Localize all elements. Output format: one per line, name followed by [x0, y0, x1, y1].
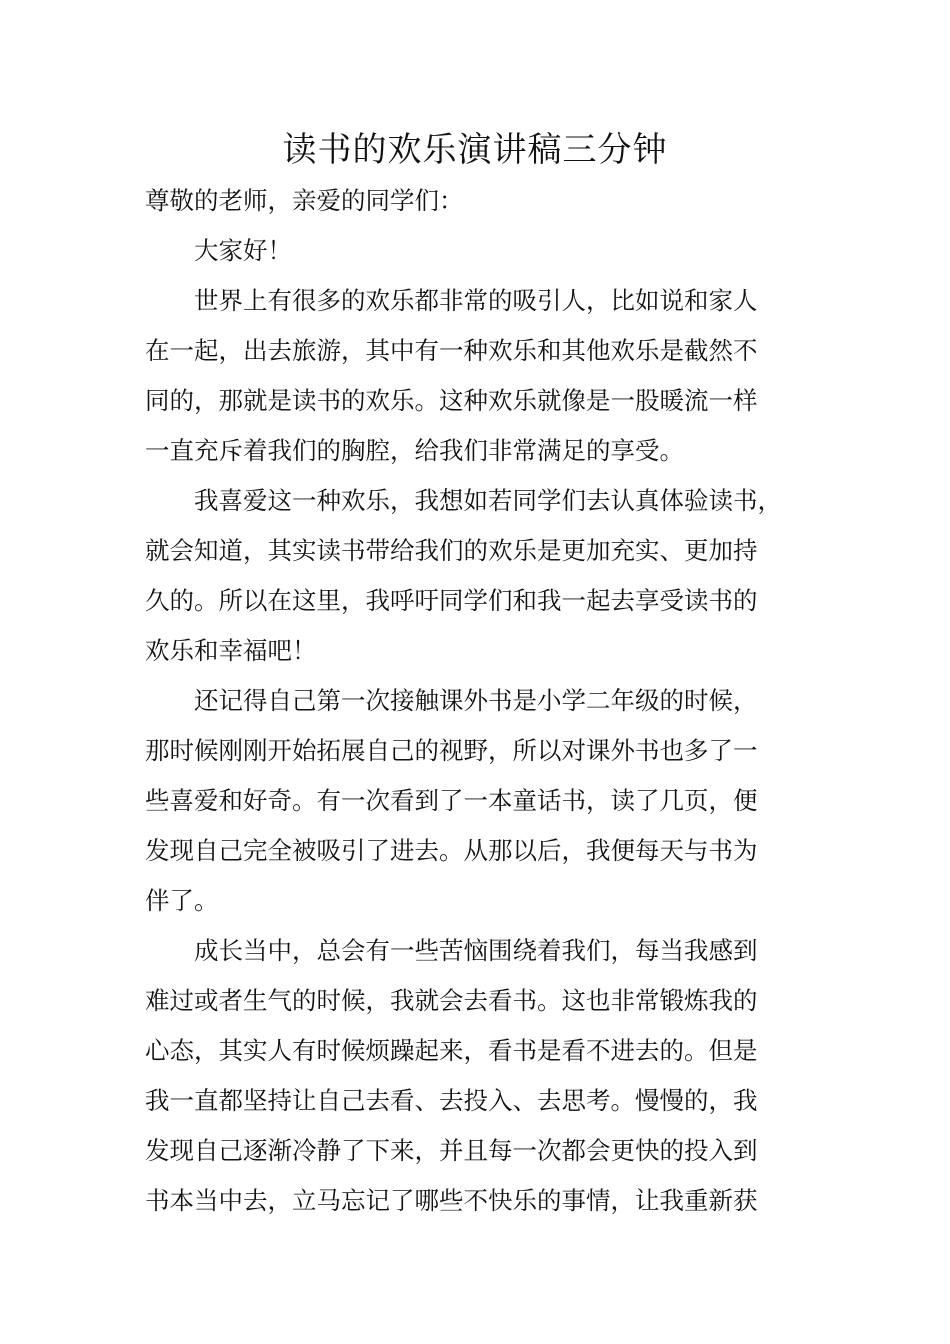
- text-line: 成长当中，总会有一些苦恼围绕着我们，每当我感到: [194, 936, 758, 965]
- text-line: 发现自己完全被吸引了进去。从那以后，我便每天与书为: [145, 836, 758, 865]
- text-line: 大家好！: [194, 236, 292, 265]
- text-line: 伴了。: [145, 886, 219, 915]
- text-line: 心态，其实人有时候烦躁起来，看书是看不进去的。但是: [145, 1036, 758, 1065]
- document-body: [145, 176, 815, 1226]
- text-line: 同的，那就是读书的欢乐。这种欢乐就像是一股暖流一样: [145, 386, 758, 415]
- text-line: 难过或者生气的时候，我就会去看书。这也非常锻炼我的: [145, 986, 758, 1015]
- text-line: 我喜爱这一种欢乐，我想如若同学们去认真体验读书，: [194, 486, 782, 515]
- text-line: 欢乐和幸福吧！: [145, 636, 317, 665]
- text-line: 一直充斥着我们的胸腔，给我们非常满足的享受。: [145, 436, 684, 465]
- text-line: 在一起，出去旅游，其中有一种欢乐和其他欢乐是截然不: [145, 336, 758, 365]
- text-line: 尊敬的老师，亲爱的同学们：: [145, 186, 464, 215]
- text-line: 就会知道，其实读书带给我们的欢乐是更加充实、更加持: [145, 536, 758, 565]
- text-line: 还记得自己第一次接触课外书是小学二年级的时候，: [194, 686, 758, 715]
- text-line: 我一直都坚持让自己去看、去投入、去思考。慢慢的，我: [145, 1086, 758, 1115]
- text-line: 久的。所以在这里，我呼吁同学们和我一起去享受读书的: [145, 586, 758, 615]
- text-line: 发现自己逐渐冷静了下来，并且每一次都会更快的投入到: [145, 1136, 758, 1165]
- page-title: 读书的欢乐演讲稿三分钟: [282, 130, 668, 170]
- text-line: 些喜爱和好奇。有一次看到了一本童话书，读了几页，便: [145, 786, 758, 815]
- text-line: 那时候刚刚开始拓展自己的视野，所以对课外书也多了一: [145, 736, 758, 765]
- text-line: 书本当中去，立马忘记了哪些不快乐的事情，让我重新获: [145, 1186, 758, 1215]
- text-line: 世界上有很多的欢乐都非常的吸引人，比如说和家人: [194, 286, 758, 315]
